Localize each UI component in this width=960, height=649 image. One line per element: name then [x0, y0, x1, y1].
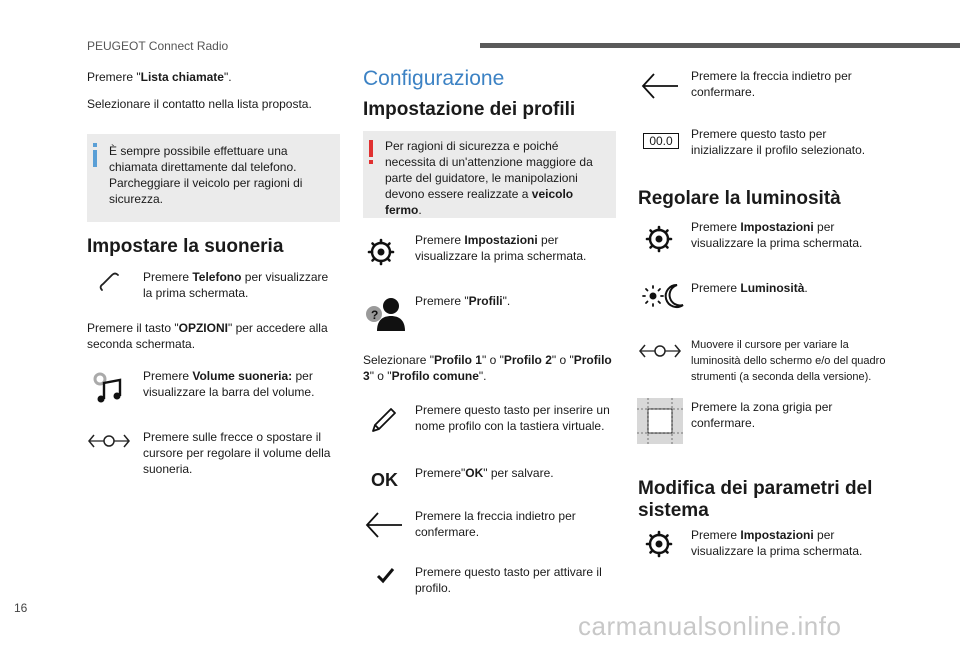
- system-settings-step: Premere Impostazioni per visualizzare la prima schermata.: [691, 528, 863, 558]
- back-arrow-icon: [640, 72, 680, 100]
- profiles-step: Premere "Profili".: [415, 294, 511, 308]
- slider-step: Premere sulle frecce o spostare il cursore per regolare il volume della suoneria.: [143, 430, 331, 476]
- back-step: Premere la freccia indietro per confermare.: [415, 509, 576, 539]
- settings-icon: [645, 225, 673, 253]
- select-profile-instruction: Selezionare "Profilo 1" o "Profilo 2" o "Profilo 3" o "Profilo comune".: [363, 353, 612, 383]
- name-profile-step: Premere questo tasto per inserire un nome profilo con la tastiera virtuale.: [415, 403, 610, 433]
- svg-text:?: ?: [371, 308, 379, 322]
- warning-note: [363, 131, 616, 218]
- configuration-title: Configurazione: [363, 67, 505, 90]
- brightness-step: Premere Luminosità.: [691, 281, 808, 295]
- brightness-settings-step: Premere Impostazioni per visualizzare la prima schermata.: [691, 220, 863, 250]
- reset-step: Premere questo tasto per inizializzare il profilo selezionato.: [691, 127, 866, 157]
- phone-step: Premere Telefono per visualizzare la prima schermata.: [143, 270, 329, 300]
- select-contact-instruction: Selezionare il contatto nella lista proposta.: [87, 97, 312, 111]
- info-note: [87, 134, 340, 222]
- settings-icon: [645, 530, 673, 558]
- warning-icon: [369, 140, 373, 166]
- options-instruction: Premere il tasto "OPZIONI" per accedere alla seconda schermata.: [87, 321, 328, 351]
- settings-icon: [367, 238, 395, 266]
- ok-label-icon: OK: [371, 470, 398, 490]
- grey-zone-step: Premere la zona grigia per confermare.: [691, 400, 833, 430]
- brightness-slider-step: Muovere il cursore per variare la luminosità dello schermo e/o del quadro strumenti (a seconda della versione).: [691, 339, 886, 383]
- sun-moon-icon: [641, 282, 685, 310]
- pencil-icon: [368, 404, 400, 436]
- ringtone-volume-icon: [90, 369, 130, 405]
- phone-icon: [97, 270, 123, 296]
- lista-chiamate-instruction: Premere "Lista chiamate".: [87, 70, 232, 84]
- header-bar: [480, 43, 960, 48]
- profile-icon: [365, 296, 407, 332]
- ringtone-heading: Impostare la suoneria: [87, 236, 284, 257]
- reset-button-icon: 00.0: [643, 133, 679, 149]
- slider-icon: [87, 430, 131, 452]
- back-arrow-icon: [364, 511, 404, 539]
- header-title: PEUGEOT Connect Radio: [87, 39, 229, 53]
- volume-step: Premere Volume suoneria: per visualizzare la barra del volume.: [143, 369, 315, 399]
- page-number: 16: [14, 601, 28, 615]
- warning-note-text: Per ragioni di sicurezza e poiché necessita di un'attenzione maggiore da parte del guidatore, le manipolazioni devono essere realizzate a veicolo fermo.: [385, 139, 593, 217]
- slider-icon: [638, 340, 682, 362]
- profiles-heading: Impostazione dei profili: [363, 99, 576, 120]
- settings-step: Premere Impostazioni per visualizzare la prima schermata.: [415, 233, 587, 263]
- info-icon: [93, 143, 97, 169]
- grey-zone-icon: [637, 398, 683, 444]
- watermark: carmanualsonline.info: [578, 611, 842, 641]
- activate-step: Premere questo tasto per attivare il profilo.: [415, 565, 602, 595]
- back-confirm-step: Premere la freccia indietro per confermare.: [691, 69, 852, 99]
- checkmark-icon: [376, 566, 396, 584]
- ok-step: Premere"OK" per salvare.: [415, 466, 554, 480]
- info-note-text: È sempre possibile effettuare una chiamata direttamente dal telefono. Parcheggiare il veicolo per ragioni di sicurezza.: [109, 144, 303, 206]
- system-settings-heading: Modifica dei parametri del sistema: [638, 478, 873, 521]
- brightness-heading: Regolare la luminosità: [638, 188, 841, 209]
